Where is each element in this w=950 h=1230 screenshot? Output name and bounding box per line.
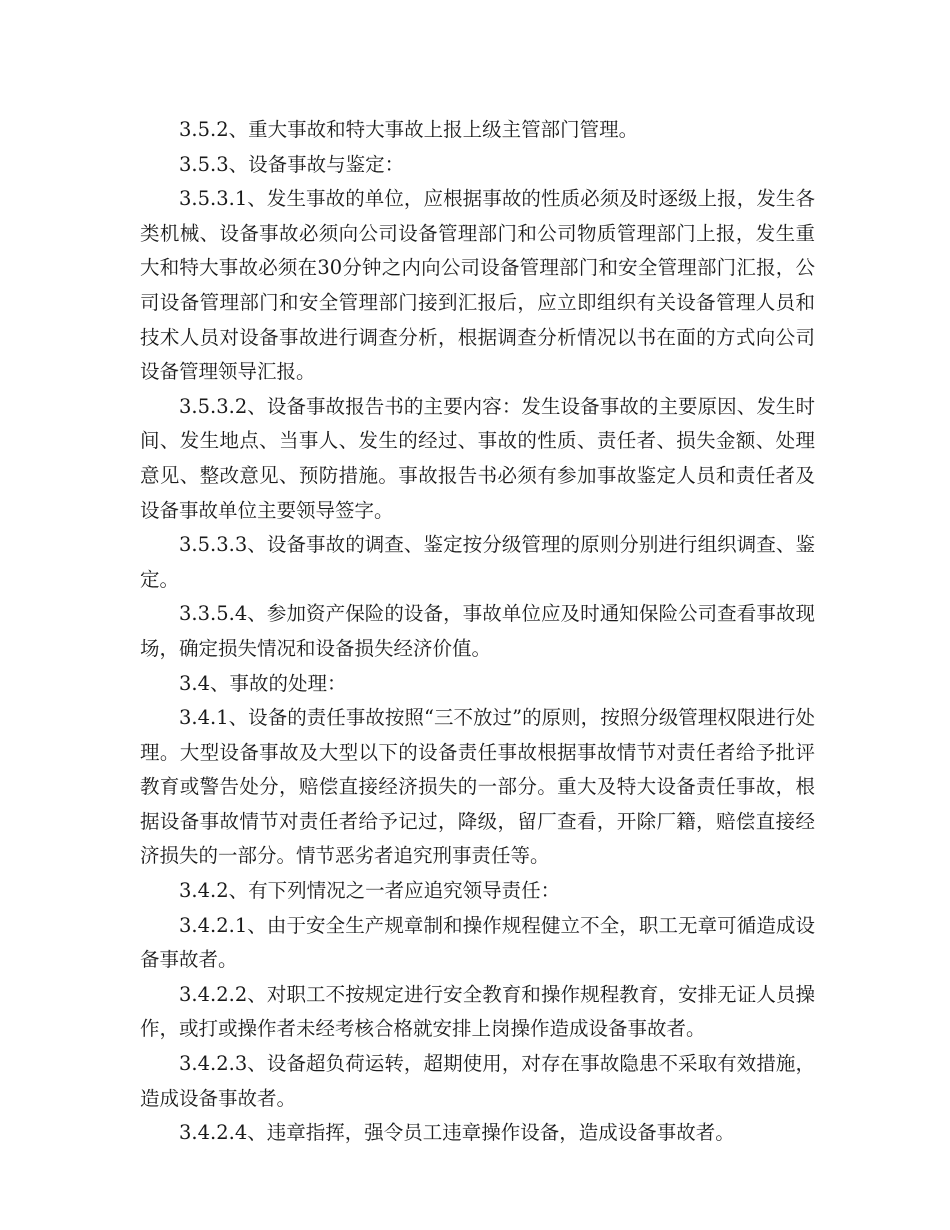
paragraph-3-5-2: 3.5.2、重大事故和特大事故上报上级主管部门管理。	[179, 118, 639, 141]
paragraph-3-5-3-1: 3.5.3.1、发生事故的单位，应根据事故的性质必须及时逐级上报，发生各类机械、设备事故必须向公司设备管理部门和公司物质管理部门上报，发生重大和特大事故必须在30分钟之内向公司设备管理部门和安全管理部门汇报，公司设备管理部门和安全管理部门接到汇报后，应立即组织有关设备管理人员和技术人员对设备事故进行调查分析，根据调查分析情况以书在面的方式向公司设备管理领导汇报。	[140, 187, 815, 384]
paragraph-3-5-3-2: 3.5.3.2、设备事故报告书的主要内容：发生设备事故的主要原因、发生时间、发生地点、当事人、发生的经过、事故的性质、责任者、损失金额、处理意见、整改意见、预防措施。事故报告书必须有参加事故鉴定人员和责任者及设备事故单位主要领导签字。	[140, 394, 815, 522]
paragraph-3-4-2-2: 3.4.2.2、对职工不按规定进行安全教育和操作规程教育，安排无证人员操作，或打或操作者未经考核合格就安排上岗操作造成设备事故者。	[140, 982, 815, 1041]
paragraph-3-5-3: 3.5.3、设备事故与鉴定：	[179, 152, 405, 176]
paragraph-3-4: 3.4、事故的处理：	[179, 671, 347, 695]
paragraph-3-4-2: 3.4.2、有下列情况之一者应追究领导责任：	[179, 879, 561, 903]
paragraph-3-4-1: 3.4.1、设备的责任事故按照“三不放过”的原则，按照分级管理权限进行处理。大型设备事故及大型以下的设备责任事故根据事故情节对责任者给予批评教育或警告处分，赔偿直接经济损失的一部分。重大及特大设备责任事故，根据设备事故情节对责任者给予记过，降级，留厂查看，开除厂籍，赔偿直接经济损失的一部分。情节恶劣者追究刑事责任等。	[140, 706, 815, 868]
paragraph-3-5-3-3: 3.5.3.3、设备事故的调查、鉴定按分级管理的原则分别进行组织调查、鉴定。	[140, 533, 815, 591]
paragraph-3-4-2-3: 3.4.2.3、设备超负荷运转，超期使用，对存在事故隐患不采取有效措施，造成设备事故者。	[140, 1052, 815, 1110]
paragraph-3-4-2-1: 3.4.2.1、由于安全生产规章制和操作规程健立不全，职工无章可循造成设备事故者。	[140, 913, 815, 972]
paragraph-3-3-5-4: 3.3.5.4、参加资产保险的设备，事故单位应及时通知保险公司查看事故现场，确定损失情况和设备损失经济价值。	[140, 602, 815, 660]
document-body	[140, 113, 815, 1151]
paragraph-3-4-2-4: 3.4.2.4、违章指挥，强令员工违章操作设备，造成设备事故者。	[179, 1121, 735, 1145]
